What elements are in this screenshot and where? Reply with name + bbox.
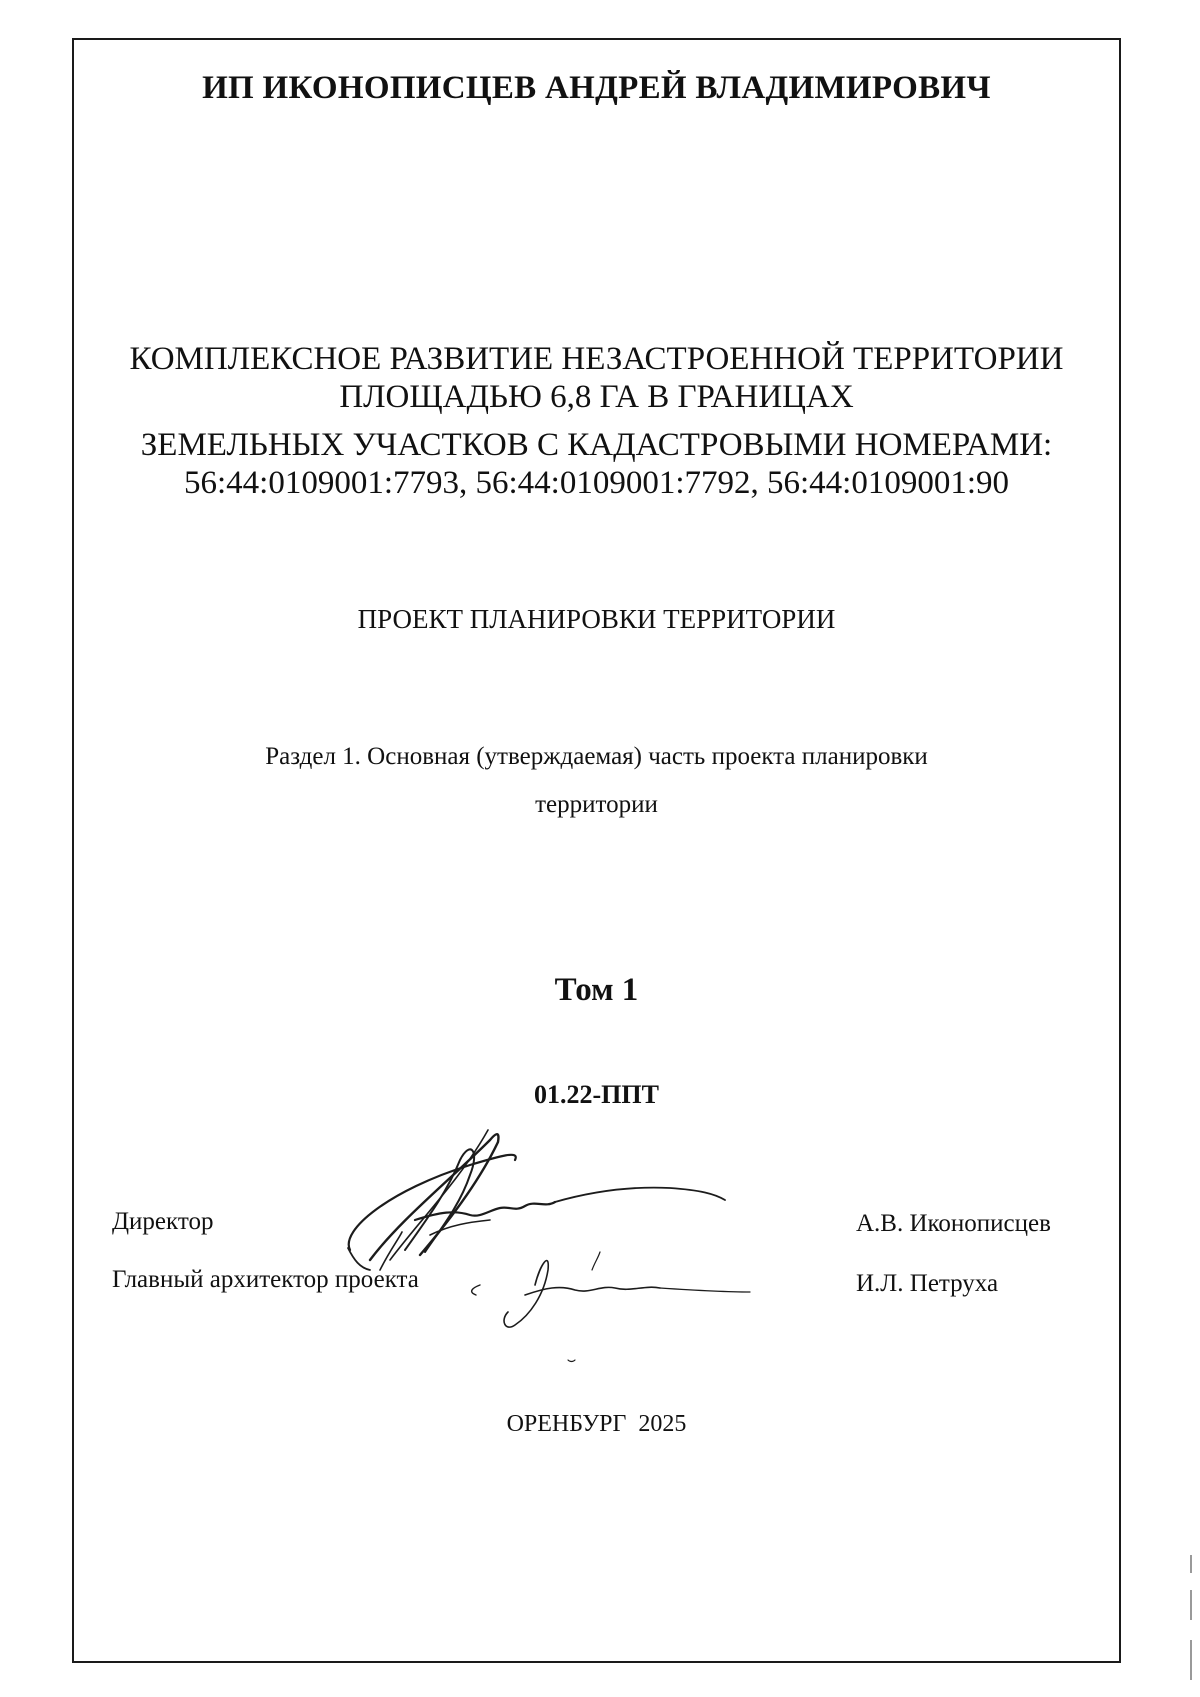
scan-artifact bbox=[1190, 1555, 1192, 1573]
signatory-role-chief-architect: Главный архитектор проекта bbox=[112, 1266, 419, 1293]
section-line-1: Раздел 1. Основная (утверждаемая) часть проекта планировки bbox=[265, 743, 928, 770]
scan-artifact bbox=[1190, 1640, 1192, 1680]
signatory-role-director: Директор bbox=[112, 1208, 214, 1235]
document-code: 01.22-ППТ bbox=[534, 1080, 659, 1109]
handwritten-signatures bbox=[330, 1120, 810, 1370]
section-heading bbox=[72, 733, 1121, 829]
organization-name: ИП ИКОНОПИСЦЕВ АНДРЕЙ ВЛАДИМИРОВИЧ bbox=[202, 70, 991, 106]
document-type: ПРОЕКТ ПЛАНИРОВКИ ТЕРРИТОРИИ bbox=[357, 604, 836, 634]
city-year: ОРЕНБУРГ 2025 bbox=[506, 1411, 687, 1437]
title-line-4: 56:44:0109001:7793, 56:44:0109001:7792, 56:44:0109001:90 bbox=[183, 465, 1010, 501]
title-line-3: ЗЕМЕЛЬНЫХ УЧАСТКОВ С КАДАСТРОВЫМИ НОМЕРАМИ: bbox=[140, 427, 1053, 463]
document-title bbox=[72, 340, 1121, 502]
title-line-2: ПЛОЩАДЬЮ 6,8 ГА В ГРАНИЦАХ bbox=[339, 379, 854, 415]
section-line-2: территории bbox=[535, 791, 658, 818]
signatory-name-chief-architect: И.Л. Петруха bbox=[856, 1270, 999, 1297]
title-line-1: КОМПЛЕКСНОЕ РАЗВИТИЕ НЕЗАСТРОЕННОЙ ТЕРРИТОРИИ bbox=[129, 341, 1064, 377]
signatory-name-director: А.В. Иконописцев bbox=[856, 1210, 1051, 1237]
volume-label: Том 1 bbox=[554, 972, 639, 1008]
scan-artifact bbox=[1190, 1590, 1192, 1620]
